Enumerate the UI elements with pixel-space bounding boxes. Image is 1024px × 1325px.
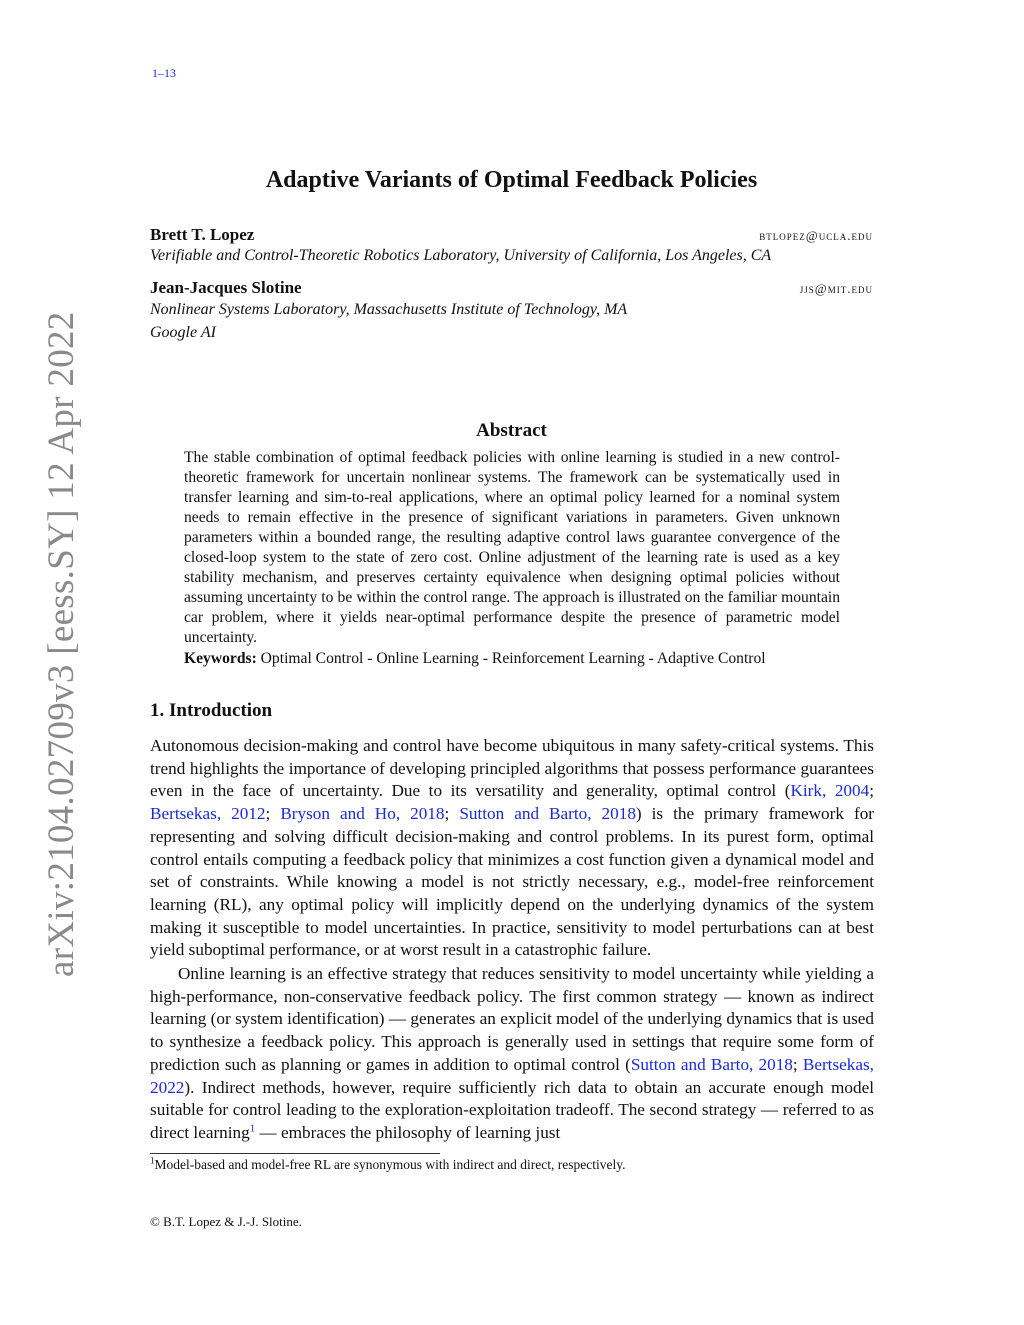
paragraph-text: — embraces the philosophy of learning just (255, 1122, 561, 1142)
intro-paragraph-1 (150, 735, 874, 962)
citation-link[interactable]: Sutton and Barto, 2018 (630, 1054, 793, 1074)
keywords-label: Keywords: (184, 650, 257, 667)
citation-separator: ; (792, 1054, 803, 1074)
citation-link[interactable]: Bryson and Ho, 2018 (280, 804, 445, 824)
intro-paragraph-2 (150, 963, 874, 1145)
keywords-text: Optimal Control - Online Learning - Reinforcement Learning - Adaptive Control (260, 650, 766, 667)
footnote-number: 1 (150, 1155, 155, 1166)
arxiv-identifier[interactable]: arXiv:2104.02709v3 [eess.SY] 12 Apr 2022 (41, 311, 82, 977)
author-affiliation-2b: Google AI (150, 324, 216, 341)
author-name-1: Brett T. Lopez (150, 225, 255, 244)
citation-link[interactable]: Bertsekas, 2022 (150, 1054, 874, 1097)
citation-separator: ; (869, 781, 874, 801)
paragraph-text: ). Indirect methods, however, require sufficiently rich data to obtain an accurate enough model suitable for control leading to the exploration-exploitation tradeoff. The second strategy — referred to as direct learning (150, 1077, 874, 1142)
abstract-text: The stable combination of optimal feedback policies with online learning is studied in a new control-theoretic framework for uncertain nonlinear systems. The framework can be systematically used in transfer learning and sim-to-real applications, where an optimal policy learned for a nominal system needs to remain effective in the presence of significant variations in parameters. Given unknown parameters within a bounded range, the resulting adaptive control laws guarantee convergence of the closed-loop system to the state of zero cost. Online adjustment of the learning rate is used as a key stability mechanism, and preserves certainty equivalence when designing optimal policies without assuming uncertainty to be within the control range. The approach is illustrated on the familiar mountain car problem, where it yields near-optimal performance despite the presence of parametric model uncertainty. (184, 449, 840, 646)
citation-link[interactable]: Bertsekas, 2012 (150, 804, 266, 824)
citation-link[interactable]: Kirk, 2004 (790, 781, 870, 801)
citation-separator: ; (265, 804, 281, 824)
keywords (184, 650, 840, 668)
abstract-heading: Abstract (476, 420, 547, 441)
author-affiliation-1: Verifiable and Control-Theoretic Robotics Laboratory, University of California, Los Angeles, CA (150, 247, 772, 264)
paragraph-text: Autonomous decision-making and control have become ubiquitous in many safety-critical systems. This trend highlights the importance of developing principled algorithms that possess performance guarantees even in the face of uncertainty. Due to its versatility and generality, optimal control ( (150, 736, 874, 801)
copyright-notice: © B.T. Lopez & J.-J. Slotine. (150, 1214, 302, 1229)
citation-link[interactable]: Sutton and Barto, 2018 (459, 804, 636, 824)
author-name-2: Jean-Jacques Slotine (150, 278, 302, 297)
paragraph-text: ) is the primary framework for representing and solving difficult decision-making and control problems. In its purest form, optimal control entails computing a feedback policy that minimizes a cost function given a dynamical model and set of constraints. While knowing a model is not strictly necessary, e.g., model-free reinforcement learning (RL), any optimal policy will implicitly depend on the underlying dynamics of the system making it susceptible to model uncertainties. In practice, sensitivity to model perturbations can at best yield suboptimal performance, or at worst result in a catastrophic failure. (150, 804, 875, 960)
author-email-1: btlopez@ucla.edu (759, 228, 873, 243)
author-email-2: jjs@mit.edu (799, 281, 873, 296)
citation-separator: ; (444, 804, 460, 824)
paper-title: Adaptive Variants of Optimal Feedback Policies (265, 167, 758, 193)
section-heading: 1. Introduction (150, 700, 273, 721)
paragraph-text: Online learning is an effective strategy that reduces sensitivity to model uncertainty while yielding a high-performance, non-conservative feedback policy. The first common strategy — known as indirect learning (or system identification) — generates an explicit model of the underlying dynamics that is used to synthesize a feedback policy. This approach is generally used in settings that require some form of prediction such as planning or games in addition to optimal control ( (150, 964, 874, 1074)
footnote-divider (150, 1153, 440, 1154)
footnote-text: Model-based and model-free RL are synonymous with indirect and direct, respectively. (154, 1157, 626, 1172)
author-affiliation-2a: Nonlinear Systems Laboratory, Massachusetts Institute of Technology, MA (150, 301, 628, 318)
page-range: 1–13 (152, 66, 176, 80)
footnote-marker[interactable]: 1 (249, 1122, 256, 1135)
footnote (150, 1157, 625, 1173)
